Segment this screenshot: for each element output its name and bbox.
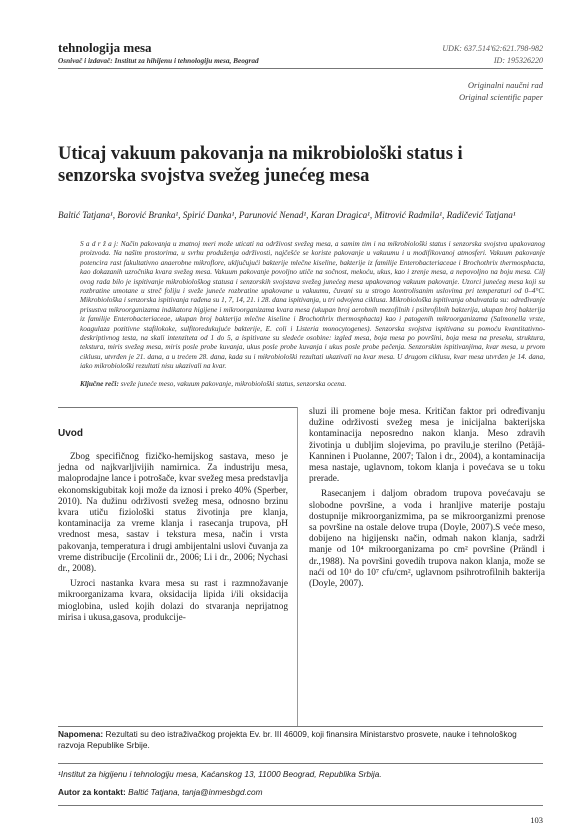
- page-number: 103: [530, 815, 543, 825]
- author-list: Baltić Tatjana¹, Borović Branka¹, Spirić Danka¹, Parunović Nenad¹, Karan Dragica¹, Mitrović Radmila¹, Radičević Tatjana¹: [58, 210, 516, 220]
- keywords-label: Ključne reči:: [80, 380, 119, 388]
- journal-name: tehnologija mesa: [58, 40, 152, 55]
- paragraph: Zbog specifičnog fizičko-hemijskog sastava, meso je jedna od najkvarljivijih namirnica. Za industriju mesa, maloprodajne lance i potrošače, kvar svežeg mesa predstavlja ekonomskigubitak koji može da iznosi i preko 40% (Sperber, 2010). Na dužinu održivosti svežeg mesa, odnosno brzinu kvara utiču fiziološki status životinja pre klanja, kontaminacija za vreme klanja i rasecanja trupova, pH vrednost mesa, sastav i tekstura mesa, način i vrsta pakovanja, temperatura i drugi ambijentalni uslovi čuvanja za vreme distribucije (Ercolinii dr., 2006; Li i dr., 2006; Nychasi dr., 2008).: [58, 452, 288, 575]
- publisher-line: Osnivač i izdavač: Institut za hihijenu i tehnologiju mesa, Beograd: [58, 56, 259, 65]
- intro-rule: [58, 407, 297, 408]
- right-column: [309, 407, 545, 594]
- header-rule: [58, 68, 543, 69]
- keywords: [80, 380, 545, 388]
- note-label: Napomena:: [58, 729, 104, 739]
- paragraph: sluzi ili promene boje mesa. Kritičan faktor pri određivanju dužine održivosti svežeg mesa je inicijalna bakterijska kontaminacija neposredno nakon klanja. Meso zdravih životinja u dubljim slojevima, po pravilu,je sterilno (Petäjä-Kanninen i Puolanne, 2007; Talon i dr., 2004), a kontaminacija mesa nastaje, uglavnom, tokom klanja i povećava se u toku prerade.: [309, 407, 545, 485]
- contact-author: [58, 787, 545, 797]
- affiliation-rule: [58, 763, 543, 764]
- id-code: ID: 195326220: [493, 56, 543, 65]
- left-column: [58, 452, 288, 628]
- paper-type-en: Original scientific paper: [458, 92, 543, 102]
- paragraph: Rasecanjem i daljom obradom trupova povećavaju se slobodne površine, a voda i hranljive materije postaju dostupnije mikroorganizmima, pa se mikroorganizmi prenose sa površine na ostale delove trupa (Doyle, 2007).S veće meso, dobijeno na higijenskı način, odmah nakon klanja, sadrži manje od 10⁴ mikroorganizama po cm² površine (Prändl i dr.,1988). Na površini govedih trupova nakon klanja, može se naći od 10¹ do 10⁷ cfu/cm², uglavnom psihrotrofilnih bakterija (Doyle, 2007).: [309, 489, 545, 590]
- intro-heading: Uvod: [58, 428, 83, 439]
- funding-note: [58, 729, 545, 751]
- paper-type-sr: Originalni naučni rad: [467, 80, 543, 90]
- affiliation: ¹Institut za higijenu i tehnologiju mesa, Kaćanskog 13, 11000 Beograd, Republika Srbija.: [58, 769, 382, 779]
- article-title: Uticaj vakuum pakovanja na mikrobiološki status i senzorska svojstva svežeg junećeg mesa: [58, 144, 463, 186]
- bottom-rule: [58, 805, 543, 806]
- abstract-label: S a d r ž a j:: [80, 240, 119, 248]
- abstract-text: Način pakovanja u znatnoj meri može uticati na održivost svežeg mesa, a samim tim i na mikrobiološki status i senzorska svojstva upakovanog proizvoda. Na našim prostorima, u svrhu produženja održivosti, najčešće se koriste pakovanje u vakuumu i u modifikovanoj atmosferi. Vakuum pakovanje potencira rast fakultativno anaerobne mikroflore, uključujući bakterije mlečne kiseline, bakterije iz familije Enterobacteriaceae i Brochothrix thermosphacta, kao dokazanih uzročnika kvara svežeg mesa. Vakuum pakovanje povoljno utiče na sočnost, mekoću, ukus, kao i zrenje mesa, a nepovoljno na boju mesa. Cilj ovog rada bilo je ispitivanje mikrobiološkog statusa i senzorskih svojstava svežeg junećeg mesa upakovanog vakuum pakovanje. Uzorci junećeg mesa koji su rozbratine umotane u streč foliju i sveže juneće rozbratine upakovane u vakuumu, čuvani su u strogo kontrolisanim uslovima pri temperaturi od 0–4°C. Mikrobiološka i senzorska ispitivanja rađena su 1, 7, 14, 21. i 28. dana ispitivanja, u tri odvojena ciklusa. Mikrobiološka ispitivanja obuhvatala su: određivanje prisustva mikroorganizama indikatora higijene i mikroorganizama kvara mesa (ukupan broj aerobnih mezofilnih i psihrofilnih bakterija, ukupan broj bakterija iz familije Enterobacteriaceae, ukupan broj bakterija mlečne kiseline i Brochothrix thermosphacta) kao i patogenih mikroorganizama (Salmonella vrste, koagulaza pozitivne stafilokoke, sulfitoredukujuće bakterije, E. coli i Listeria monocytogenes). Senzorska svojstva ispitivana su pomoću kvantitativno-deskriptivnog testa, na skali intenziteta od 1 do 5, a ispitivane su sledeće osobine: izgled mesa, boja mesa po površini, boja mesa na preseku, struktura, tekstura, miris svežeg mesa, miris posle probe kuvanja, ukus posle probe kuvanja i ukus posle probe pečenja. Senzorskim ispitivanjima, kvar mesa, u prvom ciklusu, utvrđen je 21. dana, a u trećem 28. dana, kada su i mikrobiološki rezultati ukazivali na kvar mesa. U drugom ciklusu, kvar mesa utvrđen je 14. dana, iako mikrobiološki rezultati nisu ukazivali na kvar.: [80, 240, 545, 371]
- contact-label: Autor za kontakt:: [58, 787, 126, 797]
- note-text: Rezultati su deo istraživačkog projekta Ev. br. III 46009, koji finansira Ministarstvo prosvete, nauke i tehnološkog razvoja Republike Srbije.: [58, 729, 517, 750]
- abstract: [80, 240, 545, 372]
- contact-text: Baltić Tatjana, tanja@inmesbgd.com: [128, 787, 263, 797]
- udk-code: UDK: 637.514'62:621.798-982: [442, 44, 543, 53]
- column-divider: [297, 407, 298, 726]
- paragraph: Uzroci nastanka kvara mesa su rast i razmnožavanje mikroorganizama kvara, oksidacija lipida i/ili oksidacija mioglobina, usled kojih dolazi do stvaranja neprijatnog mirisa i ukusa,gasova, produkcije-: [58, 579, 288, 623]
- footer-rule: [58, 726, 543, 727]
- keywords-text: sveže juneće meso, vakuum pakovanje, mikrobiološki status, senzorska ocena.: [120, 380, 347, 388]
